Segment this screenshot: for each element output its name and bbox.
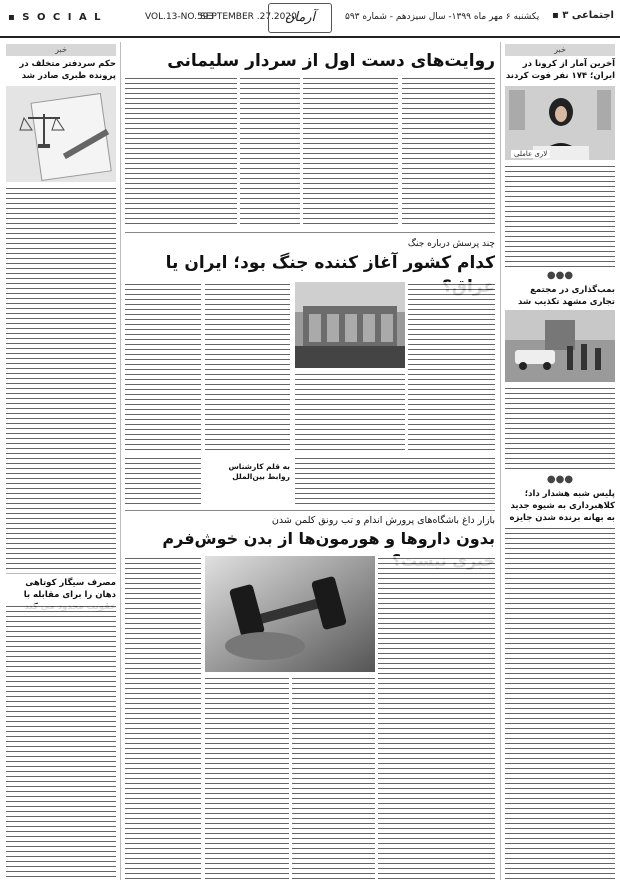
article-body xyxy=(125,76,237,226)
newspaper-logo: آرمان xyxy=(268,3,332,33)
justice-scale-icon xyxy=(6,86,116,182)
article-body xyxy=(6,186,116,569)
article-body xyxy=(125,456,201,506)
article-headline: مصرف سیگار کوتاهی دهان را برای مقابله با xyxy=(23,578,116,600)
article-body xyxy=(6,604,116,880)
article-body xyxy=(378,556,495,880)
column-rule xyxy=(120,42,121,880)
article-headline: آخرین آمار از کرونا در ایران؛ ۱۷۴ نفر فوت کردند xyxy=(505,59,615,81)
page-header xyxy=(0,0,620,38)
article-photo xyxy=(505,86,615,160)
article-photo xyxy=(295,282,405,368)
article-photo xyxy=(205,556,375,672)
article-photo xyxy=(6,86,116,182)
article-headline: بدون داروها و هورمون‌ها از بدن خوش‌فرم xyxy=(162,529,495,548)
article-body xyxy=(205,282,290,452)
street-scene-icon xyxy=(505,310,615,382)
date-en: SEPTEMBER .27.2020 xyxy=(200,12,297,22)
article-headline: پلیس شبه هشدار داد؛ کلاهبرداری به شیوه جدید به بهانه برنده شدن جایزه xyxy=(509,489,615,523)
separator-dots: ●●● xyxy=(546,270,574,281)
volume-number: VOL.13-NO.593 xyxy=(145,12,215,22)
article-body xyxy=(505,164,615,268)
section-label-en: ▪ S O C I A L xyxy=(8,12,103,23)
article-headline: بمب‌گذاری در مجتمع تجاری مشهد تکذیب شد xyxy=(517,285,615,307)
divider xyxy=(125,510,495,511)
article-body xyxy=(408,282,495,452)
article-headline: کدام کشور آغاز کننده جنگ بود؛ ایران یا xyxy=(165,253,495,273)
divider xyxy=(6,573,116,574)
museum-building-icon xyxy=(295,282,405,368)
article-headline: حکم سردفتر متخلف در پرونده طبری صادر شد xyxy=(19,59,116,81)
article-body xyxy=(295,372,405,452)
article-photo xyxy=(505,310,615,382)
article-byline: به قلم کارشناس روابط بین‌الملل xyxy=(228,462,290,481)
article-body xyxy=(125,556,201,880)
dumbbell-icon xyxy=(205,556,375,672)
article-body xyxy=(505,386,615,472)
news-tag: خبر xyxy=(505,44,615,56)
news-tag: خبر xyxy=(6,44,116,56)
separator-dots: ●●● xyxy=(546,474,574,485)
article-body xyxy=(402,76,495,226)
column-rule xyxy=(500,42,501,880)
article-headline: روایت‌های دست اول از سردار سلیمانی xyxy=(167,51,495,71)
date-fa: یکشنبه ۶ مهر ماه ۱۳۹۹- سال سیزدهم - شماره ۵۹۳ xyxy=(345,12,540,22)
article-body xyxy=(292,676,375,880)
article-body xyxy=(125,282,201,452)
article-kicker: بازار داغ باشگاه‌های پرورش اندام و تب رونق کلمن شدن xyxy=(271,515,495,526)
divider xyxy=(125,232,495,233)
official-portrait-icon xyxy=(505,86,615,160)
article-body xyxy=(303,76,398,226)
article-body xyxy=(240,76,300,226)
article-kicker: چند پرسش درباره جنگ xyxy=(407,239,495,249)
section-label-fa: اجتماعی ۳ ▪ xyxy=(552,10,614,21)
article-body xyxy=(205,676,289,880)
article-body xyxy=(295,456,495,506)
article-body xyxy=(505,526,615,880)
photo-caption: لاری عاملی xyxy=(511,150,550,158)
